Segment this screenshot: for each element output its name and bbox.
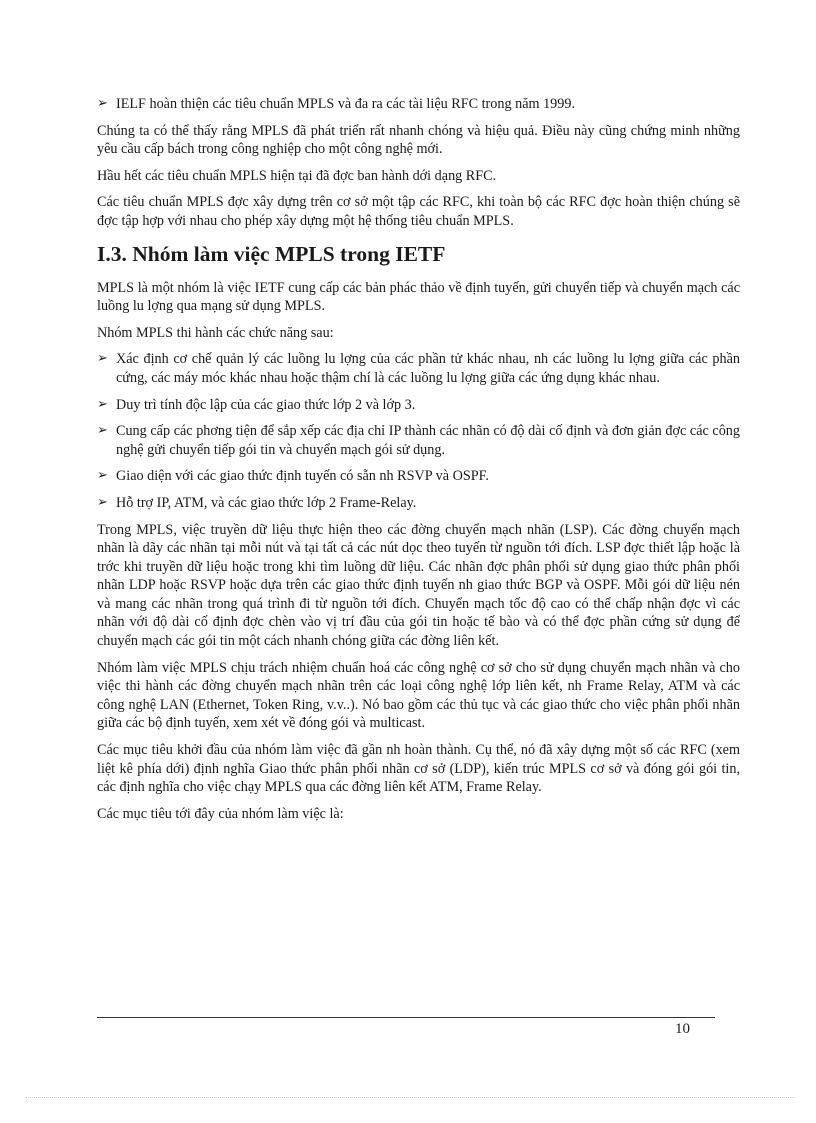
paragraph: MPLS là một nhóm là việc IETF cung cấp các bản phác thảo về định tuyến, gửi chuyển tiếp và chuyển mạch các luồng lu lợng qua mạng sử dụng MPLS.: [97, 279, 740, 315]
paragraph: Hầu hết các tiêu chuẩn MPLS hiện tại đã đợc ban hành dới dạng RFC.: [97, 167, 497, 184]
list-item-text: Hỗ trợ IP, ATM, và các giao thức lớp 2 Frame-Relay.: [116, 494, 417, 511]
page-edge-divider: [25, 1097, 795, 1098]
list-item-text: IELF hoàn thiện các tiêu chuẩn MPLS và đa ra các tài liệu RFC trong năm 1999.: [116, 96, 576, 112]
paragraph: Các mục tiêu tới đây của nhóm làm việc là:: [97, 805, 344, 822]
list-item: [97, 350, 740, 387]
page-number: 10: [675, 1021, 690, 1037]
paragraph: Nhóm làm việc MPLS chịu trách nhiệm chuẩn hoá các công nghệ cơ sở cho sử dụng chuyển mạch nhãn và cho việc thi hành các đờng chuyển mạch nhãn trên các loại công nghệ lớp liên kết, nh Frame Relay, ATM và các công nghệ LAN (Ethernet, Token Ring, v.v..). Nó bao gồm các thủ tục và các giao thức cho việc phân phối nhãn giữa các bộ định tuyến, xem xét về đóng gói và multicast.: [97, 659, 740, 732]
footer-divider: [97, 1017, 715, 1018]
document-body: [97, 95, 740, 831]
arrowhead-bullet-icon: ➢: [97, 351, 108, 367]
list-item-text: Duy trì tính độc lập của các giao thức lớp 2 và lớp 3.: [116, 396, 416, 413]
list-item: [97, 396, 740, 415]
list-item: [97, 467, 740, 486]
arrowhead-bullet-icon: ➢: [97, 396, 108, 412]
list-item-text: Xác định cơ chế quản lý các luồng lu lợng của các phần tử khác nhau, nh các luồng lu lợng giữa các phần cứng, các máy móc khác nhau hoặc thậm chí là các luồng lu lợng giữa các ứng dụng khác nhau.: [116, 351, 740, 386]
list-item-text: Cung cấp các phơng tiện để sắp xếp các địa chỉ IP thành các nhãn có độ dài cố định và đơn giản đợc các công nghệ gửi chuyển tiếp gói tin và chuyển mạch gói sử dụng.: [116, 423, 740, 458]
list-item: [97, 422, 740, 459]
arrowhead-bullet-icon: ➢: [97, 423, 108, 439]
arrowhead-bullet-icon: ➢: [97, 468, 108, 484]
section-heading: I.3. Nhóm làm việc MPLS trong IETF: [97, 241, 446, 266]
paragraph: Trong MPLS, việc truyền dữ liệu thực hiện theo các đờng chuyển mạch nhãn (LSP). Các đờng chuyển mạch nhãn là dãy các nhãn tại mỗi nút và tại tất cả các nút dọc theo tuyến từ nguồn tới đích. LSP đợc thiết lập hoặc là trớc khi truyền dữ liệu hoặc trong khi tìm luồng dữ liệu. Các nhãn đợc phân phối sử dụng giao thức phân phối nhãn LDP hoặc RSVP hoặc dựa trên các giao thức định tuyến nh giao thức BGP và OSPF. Mỗi gói dữ liệu nén và mang các nhãn trong quá trình đi từ nguồn tới đích. Chuyển mạch tốc độ cao có thể chấp nhận đợc vì các nhãn với độ dài cố định đợc chèn vào vị trí đầu của gói tin hoặc tế bào và có thể đợc phần cứng sử dụng để chuyển mạch các gói tin một cách nhanh chóng giữa các đờng liên kết.: [97, 521, 740, 650]
list-item: [97, 494, 740, 513]
list-item-text: Giao diện với các giao thức định tuyến có sẵn nh RSVP và OSPF.: [116, 468, 489, 485]
arrowhead-bullet-icon: ➢: [97, 96, 108, 111]
list-item: [97, 95, 740, 114]
paragraph: Các mục tiêu khởi đầu của nhóm làm việc đã gần nh hoàn thành. Cụ thể, nó đã xây dựng một số các RFC (xem liệt kê phía dới) định nghĩa Giao thức phân phối nhãn cơ sở (LDP), kiến trúc MPLS cơ sở và đóng gói gói tin, các định nghĩa cho việc chạy MPLS qua các đờng liên kết ATM, Frame Relay.: [97, 742, 740, 796]
paragraph: Chúng ta có thể thấy rằng MPLS đã phát triển rất nhanh chóng và hiệu quả. Điều này cũng chứng minh những yêu cầu cấp bách trong công nghiệp cho một công nghệ mới.: [97, 122, 740, 158]
paragraph: Các tiêu chuẩn MPLS đợc xây dựng trên cơ sở một tập các RFC, khi toàn bộ các RFC đợc hoàn thiện chúng sẽ đợc tập hợp với nhau cho phép xây dựng một hệ thống tiêu chuẩn MPLS.: [97, 194, 740, 229]
arrowhead-bullet-icon: ➢: [97, 494, 108, 510]
paragraph: Nhóm MPLS thi hành các chức năng sau:: [97, 324, 334, 341]
